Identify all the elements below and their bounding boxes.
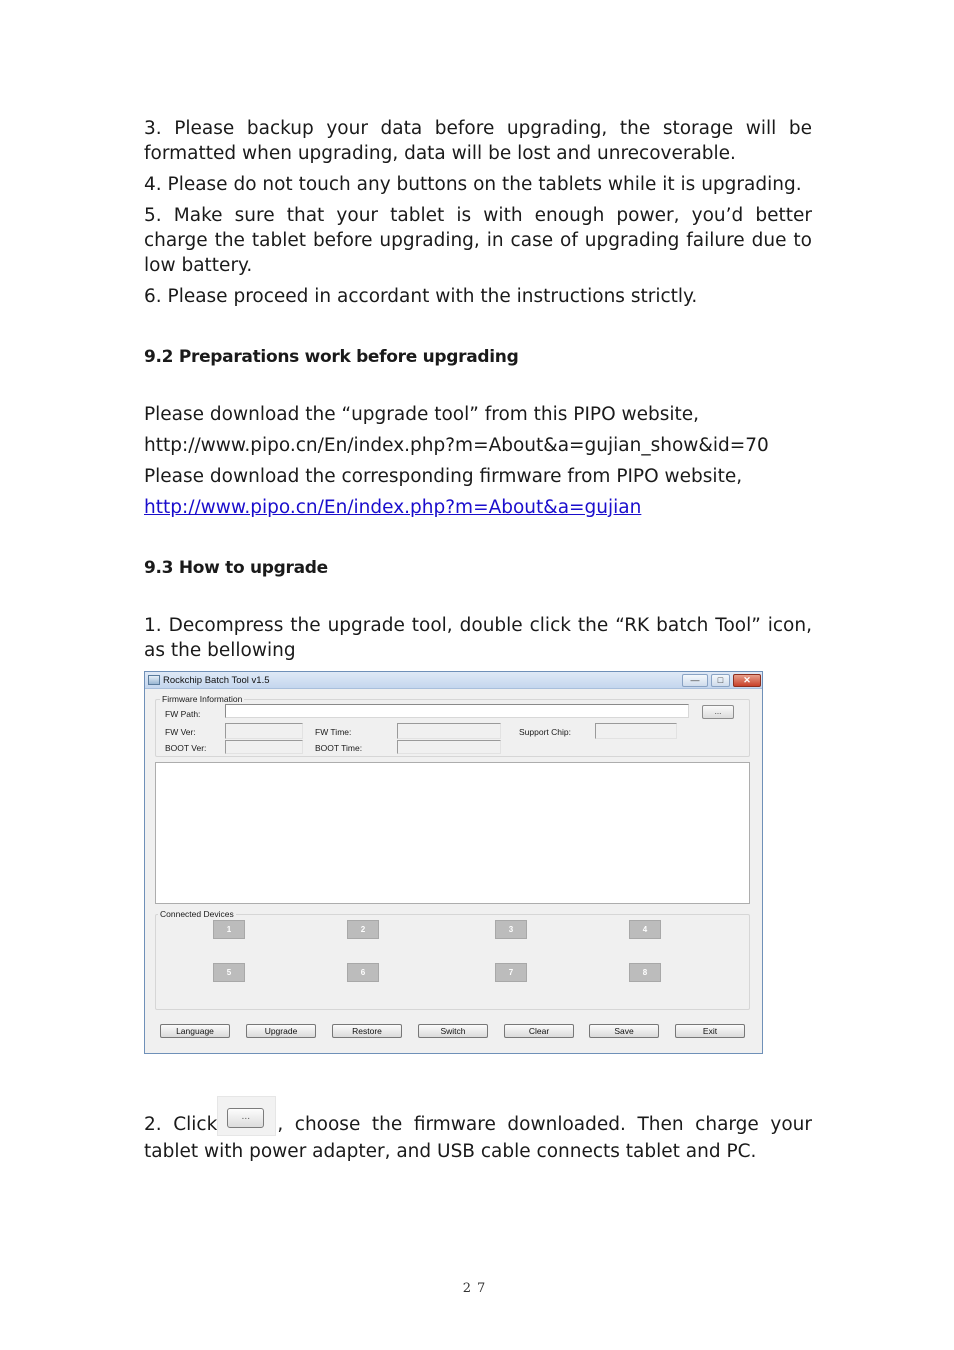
inline-browse-button-image	[217, 1096, 276, 1136]
close-button[interactable]: ✕	[733, 674, 761, 687]
device-slot-6: 6	[347, 963, 379, 982]
app-icon	[148, 675, 160, 685]
step-2-text	[144, 1096, 812, 1165]
log-area[interactable]	[155, 762, 750, 904]
browse-button[interactable]: ...	[702, 705, 734, 719]
device-slot-8: 8	[629, 963, 661, 982]
download-firmware-text: Please download the corresponding firmware from PIPO website,	[144, 466, 743, 487]
clear-button[interactable]: Clear	[504, 1024, 574, 1038]
boot-ver-field	[225, 740, 303, 754]
save-button[interactable]: Save	[589, 1024, 659, 1038]
note-power: 5. Make sure that your tablet is with enough power, you’d better charge the tablet before upgrading, in case of upgrading failure due to low battery.	[144, 205, 812, 276]
support-chip-label: Support Chip:	[519, 727, 571, 737]
device-slot-3: 3	[495, 920, 527, 939]
note-no-touch: 4. Please do not touch any buttons on the tablets while it is upgrading.	[144, 174, 802, 195]
firmware-link[interactable]: http://www.pipo.cn/En/index.php?m=About&a=gujian	[144, 497, 642, 518]
boot-time-field	[397, 740, 501, 754]
exit-button[interactable]: Exit	[675, 1024, 745, 1038]
support-chip-field	[595, 723, 677, 739]
device-slot-7: 7	[495, 963, 527, 982]
fw-ver-field	[225, 723, 303, 739]
switch-button[interactable]: Switch	[418, 1024, 488, 1038]
section-93-heading: 9.3 How to upgrade	[144, 558, 328, 578]
restore-button[interactable]: Restore	[332, 1024, 402, 1038]
device-slot-2: 2	[347, 920, 379, 939]
upgrade-button[interactable]: Upgrade	[246, 1024, 316, 1038]
window-titlebar	[145, 672, 762, 689]
step-1-text: 1. Decompress the upgrade tool, double click the “RK batch Tool” icon, as the bellowing	[144, 615, 812, 661]
device-slot-1: 1	[213, 920, 245, 939]
note-backup: 3. Please backup your data before upgrading, the storage will be formatted when upgrading, data will be lost and unrecoverable.	[144, 118, 812, 164]
firmware-info-label: Firmware Information	[162, 694, 243, 704]
fw-time-field	[397, 723, 501, 739]
language-button[interactable]: Language	[160, 1024, 230, 1038]
boot-time-label: BOOT Time:	[315, 743, 363, 753]
inline-browse-label: ...	[227, 1108, 264, 1128]
boot-ver-label: BOOT Ver:	[165, 743, 207, 753]
step-2-before: 2. Click	[144, 1114, 218, 1135]
step-2-after: , choose the firmware downloaded. Then charge your tablet with power adapter, and USB cable connects tablet and PC.	[144, 1114, 812, 1162]
page-number: 27	[462, 1281, 492, 1296]
minimize-button[interactable]: —	[682, 674, 708, 687]
fw-ver-label: FW Ver:	[165, 727, 196, 737]
batch-tool-window	[144, 671, 763, 1054]
connected-devices-label: Connected Devices	[160, 909, 234, 919]
section-92-heading: 9.2 Preparations work before upgrading	[144, 347, 519, 367]
fw-path-label: FW Path:	[165, 709, 201, 719]
device-slot-5: 5	[213, 963, 245, 982]
tool-url-text: http://www.pipo.cn/En/index.php?m=About&a=gujian_show&id=70	[144, 435, 769, 456]
download-tool-text: Please download the “upgrade tool” from this PIPO website,	[144, 404, 700, 425]
note-instructions: 6. Please proceed in accordant with the instructions strictly.	[144, 286, 698, 307]
maximize-button[interactable]: □	[711, 674, 730, 687]
fw-time-label: FW Time:	[315, 727, 352, 737]
fw-path-input[interactable]	[225, 704, 689, 718]
device-slot-4: 4	[629, 920, 661, 939]
window-title: Rockchip Batch Tool v1.5	[163, 675, 270, 686]
